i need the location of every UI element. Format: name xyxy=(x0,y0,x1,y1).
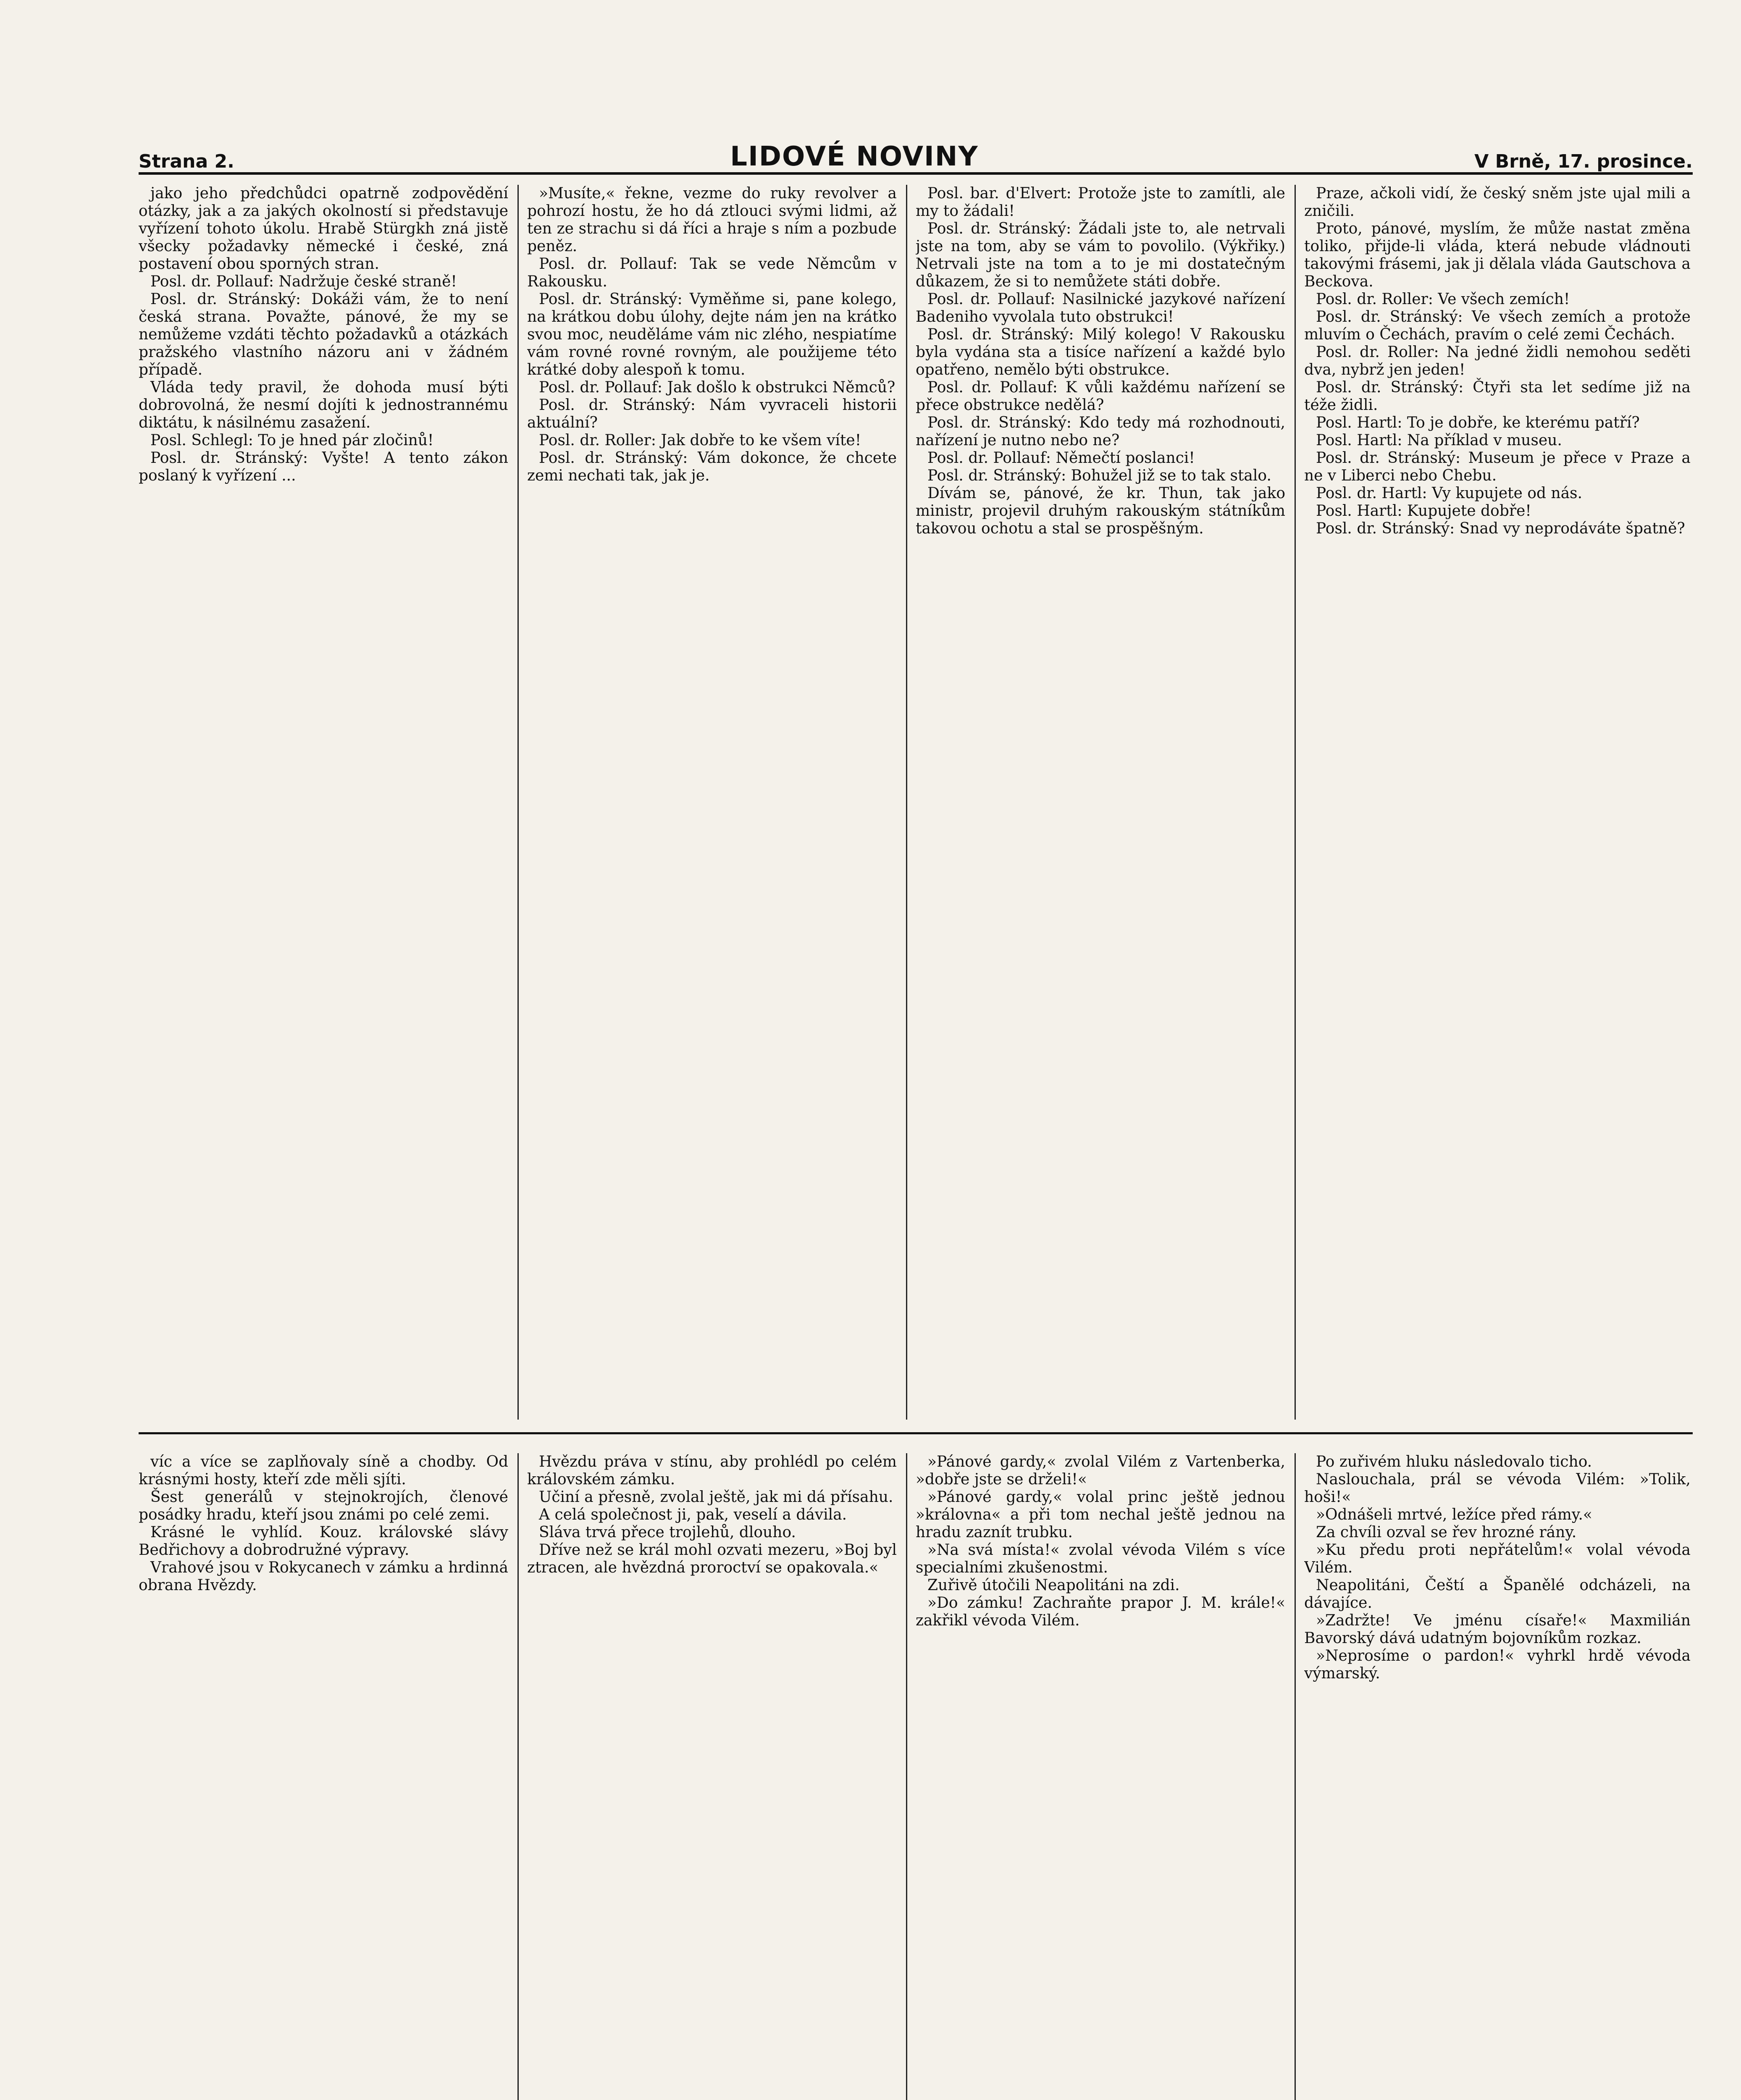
paragraph: Posl. dr. Stránský: Nám vyvraceli historii aktuální? xyxy=(527,396,897,431)
page-number: Strana 2. xyxy=(139,151,234,172)
paragraph: Posl. dr. Pollauf: Tak se vede Němcům v Rakousku. xyxy=(527,255,897,290)
feuilleton-column-4 xyxy=(1304,1453,1691,2100)
column-rule xyxy=(517,185,519,1420)
paragraph: »Pánové gardy,« zvolal Vilém z Vartenberka, »dobře jste se drželi!« xyxy=(916,1453,1285,1488)
paragraph: Po zuřivém hluku následovalo ticho. xyxy=(1316,1453,1592,1470)
column-rule xyxy=(1295,185,1296,1420)
paragraph: Posl. dr. Pollauf: Nadržuje české straně! xyxy=(150,273,457,290)
column-2 xyxy=(527,185,897,1420)
paragraph: »Odnášeli mrtvé, ležíce před rámy.« xyxy=(1316,1506,1592,1523)
paragraph: Posl. dr. Stránský: Kdo tedy má rozhodnouti, nařízení je nutno nebo ne? xyxy=(916,414,1285,449)
paragraph: A celá společnost ji, pak, veselí a dávila. xyxy=(539,1506,847,1523)
paragraph: Proto, pánové, myslím, že může nastat změna toliko, přijde-li vláda, která nebude vládnouti takovými frásemi, jak ji dělala vláda Gautschova a Beckova. xyxy=(1304,220,1691,290)
paragraph: Za chvíli ozval se řev hrozné rány. xyxy=(1316,1524,1577,1541)
feuilleton-column-2 xyxy=(527,1453,897,2100)
paragraph: Zuřivě útočili Neapolitáni na zdi. xyxy=(927,1577,1180,1594)
paragraph: Posl. Hartl: To je dobře, ke kterému patří? xyxy=(1316,414,1640,431)
paragraph: Posl. dr. Roller: Jak dobře to ke všem víte! xyxy=(539,432,861,449)
paragraph: Posl. dr. Stránský: Snad vy neprodáváte špatně? xyxy=(1316,520,1685,537)
paragraph: Posl. dr. Roller: Na jedné židli nemohou seděti dva, nybrž jen jeden! xyxy=(1304,344,1691,378)
paragraph: »Na svá místa!« zvolal vévoda Vilém s více specialními zkušenostmi. xyxy=(916,1541,1285,1576)
paragraph: Šest generálů v stejnokrojích, členové posádky hradu, kteří jsou známi po celé zemi. xyxy=(139,1488,508,1523)
paragraph: Posl. Hartl: Na příklad v museu. xyxy=(1316,432,1562,449)
paragraph: Krásné le vyhlíd. Kouz. královské slávy Bedřichovy a dobrodružné výpravy. xyxy=(139,1524,508,1559)
paragraph: »Zadržte! Ve jménu císaře!« Maxmilián Bavorský dává udatným bojovníkům rozkaz. xyxy=(1304,1612,1691,1647)
paragraph: Naslouchala, prál se vévoda Vilém: »Tolik, hoši!« xyxy=(1304,1471,1691,1506)
paragraph: »Neprosíme o pardon!« vyhrkl hrdě vévoda výmarský. xyxy=(1304,1647,1691,1682)
paragraph: Učiní a přesně, zvolal ještě, jak mi dá přísahu. xyxy=(539,1488,893,1506)
paragraph: Posl. Hartl: Kupujete dobře! xyxy=(1316,502,1531,520)
paragraph: Hvězdu práva v stínu, aby prohlédl po celém královském zámku. xyxy=(527,1453,897,1488)
paragraph: »Ku předu proti nepřátelům!« volal vévoda Vilém. xyxy=(1304,1541,1691,1576)
masthead-title: LIDOVÉ NOVINY xyxy=(730,141,979,172)
paragraph: Vláda tedy pravil, že dohoda musí býti dobrovolná, že nesmí dojíti k jednostrannému diktátu, k násilnému zasažení. xyxy=(139,379,508,431)
paragraph: Posl. dr. Roller: Ve všech zemích! xyxy=(1316,291,1570,308)
paragraph: Posl. dr. Hartl: Vy kupujete od nás. xyxy=(1316,485,1583,502)
section-divider xyxy=(139,1432,1693,1434)
column-rule xyxy=(517,1453,519,2100)
column-3 xyxy=(916,185,1285,1420)
paragraph: Vrahové jsou v Rokycanech v zámku a hrdinná obrana Hvězdy. xyxy=(139,1559,508,1594)
paragraph: Posl. dr. Stránský: Dokáži vám, že to není česká strana. Považte, pánové, že my se nemůžeme vzdáti těchto požadavků a otázkách pražského vlastního názoru ani v žádném případě. xyxy=(139,291,508,378)
paragraph: Posl. dr. Stránský: Milý kolego! V Rakousku byla vydána sta a tisíce nařízení a každé bylo opatřeno, nemělo býti obstrukce. xyxy=(916,326,1285,378)
column-rule xyxy=(906,1453,907,2100)
column-4 xyxy=(1304,185,1691,1420)
paragraph: »Musíte,« řekne, vezme do ruky revolver a pohrozí hostu, že ho dá ztlouci svými lidmi, až ten ze strachu si dá říci a hraje s ním a pozbude peněz. xyxy=(527,185,897,255)
paragraph: Sláva trvá přece trojlehů, dlouho. xyxy=(539,1524,796,1541)
paragraph: Posl. dr. Stránský: Bohužel již se to tak stalo. xyxy=(927,467,1271,484)
feuilleton-column-3 xyxy=(916,1453,1285,2100)
paragraph: Posl. dr. Stránský: Vyměňme si, pane kolego, na krátkou dobu úlohy, dejte nám jen na krátko svou moc, neuděláme vám nic zlého, nespiatíme vám rovné rovné rovným, ale použijeme této krátké doby alespoň k tomu. xyxy=(527,291,897,378)
feuilleton-column-1 xyxy=(139,1453,508,2100)
paragraph: jako jeho předchůdci opatrně zodpovědění otázky, jak a za jakých okolností si představuje vyřízení tohoto úkolu. Hrabě Stürgkh zná jistě všecky požadavky německé i české, zná postavení obou sporných stran. xyxy=(139,185,508,273)
column-rule xyxy=(906,185,907,1420)
issue-date: V Brně, 17. prosince. xyxy=(1474,151,1693,172)
column-1 xyxy=(139,185,508,1420)
paragraph: »Do zámku! Zachraňte prapor J. M. krále!« zakřikl vévoda Vilém. xyxy=(916,1594,1285,1629)
paragraph: Dříve než se král mohl ozvati mezeru, »Boj byl ztracen, ale hvězdná proroctví se opakovala.« xyxy=(527,1541,897,1576)
column-rule xyxy=(1295,1453,1296,2100)
paragraph: Dívám se, pánové, že kr. Thun, tak jako ministr, projevil druhým rakouským státníkům takovou ochotu a stal se prospěšným. xyxy=(916,485,1285,537)
paragraph: Praze, ačkoli vidí, že český sněm jste ujal mili a zničili. xyxy=(1304,185,1691,220)
paragraph: »Pánové gardy,« volal princ ještě jednou »královna« a při tom nechal ještě jednou na hradu zaznít trubku. xyxy=(916,1488,1285,1541)
paragraph: víc a více se zaplňovaly síně a chodby. Od krásnými hosty, kteří zde měli sjíti. xyxy=(139,1453,508,1488)
paragraph: Posl. dr. Stránský: Vyšte! A tento zákon poslaný k vyřízení ... xyxy=(139,449,508,484)
paragraph: Posl. dr. Pollauf: Němečtí poslanci! xyxy=(927,449,1195,467)
paragraph: Posl. dr. Pollauf: K vůli každému nařízení se přece obstrukce nedělá? xyxy=(916,379,1285,414)
paragraph: Posl. dr. Stránský: Čtyři sta let sedíme již na téže židli. xyxy=(1304,379,1691,414)
paragraph: Neapolitáni, Čeští a Španělé odcházeli, na dávajíce. xyxy=(1304,1577,1691,1612)
page-header xyxy=(139,139,1693,175)
paragraph: Posl. dr. Stránský: Ve všech zemích a protože mluvím o Čechách, pravím o celé zemi Čechách. xyxy=(1304,308,1691,343)
paragraph: Posl. dr. Stránský: Žádali jste to, ale netrvali jste na tom, aby se vám to povolilo. (Výkřiky.) Netrvali jste na tom a to je mi dostatečným důkazem, že si to nemůžete státi dobře. xyxy=(916,220,1285,290)
paragraph: Posl. dr. Stránský: Museum je přece v Praze a ne v Liberci nebo Chebu. xyxy=(1304,449,1691,484)
paragraph: Posl. Schlegl: To je hned pár zločinů! xyxy=(150,432,434,449)
paragraph: Posl. dr. Stránský: Vám dokonce, že chcete zemi nechati tak, jak je. xyxy=(527,449,897,484)
paragraph: Posl. dr. Pollauf: Nasilnické jazykové nařízení Badeniho vyvolala tuto obstrukci! xyxy=(916,291,1285,326)
paragraph: Posl. dr. Pollauf: Jak došlo k obstrukci Němců? xyxy=(539,379,895,396)
paragraph: Posl. bar. d'Elvert: Protože jste to zamítli, ale my to žádali! xyxy=(916,185,1285,220)
